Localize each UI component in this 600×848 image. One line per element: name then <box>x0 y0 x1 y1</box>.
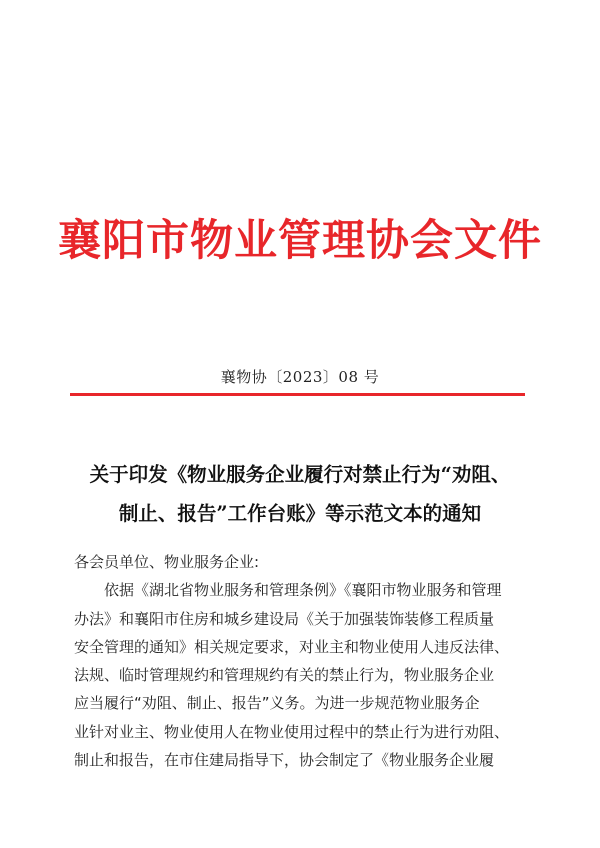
red-separator-line <box>70 393 525 396</box>
body-line: 业针对业主、物业使用人在物业使用过程中的禁止行为进行劝阻、 <box>74 722 510 741</box>
notice-title-line: 关于印发《物业服务企业履行对禁止行为“劝阻、 <box>89 463 511 486</box>
body-line: 依据《湖北省物业服务和管理条例》《襄阳市物业服务和管理 <box>104 581 502 600</box>
notice-title-line: 制止、报告”工作台账》等示范文本的通知 <box>118 502 482 525</box>
document-header-title: 襄阳市物业管理协会文件 <box>58 216 542 266</box>
body-line: 制止和报告，在市住建局指导下，协会制定了《物业服务企业履 <box>74 751 495 770</box>
body-line: 法规、临时管理规约和管理规约有关的禁止行为，物业服务企业 <box>74 666 495 685</box>
body-line: 安全管理的通知》相关规定要求，对业主和物业使用人违反法律、 <box>74 637 510 656</box>
notice-body <box>74 548 534 774</box>
body-line: 办法》和襄阳市住房和城乡建设局《关于加强装饰装修工程质量 <box>74 609 495 628</box>
notice-title <box>50 455 550 533</box>
salutation: 各会员单位、物业服务企业: <box>74 553 260 571</box>
body-line: 应当履行“劝阻、制止、报告”义务。为进一步规范物业服务企 <box>74 694 480 713</box>
document-number: 襄物协〔2023〕08 号 <box>220 368 380 386</box>
